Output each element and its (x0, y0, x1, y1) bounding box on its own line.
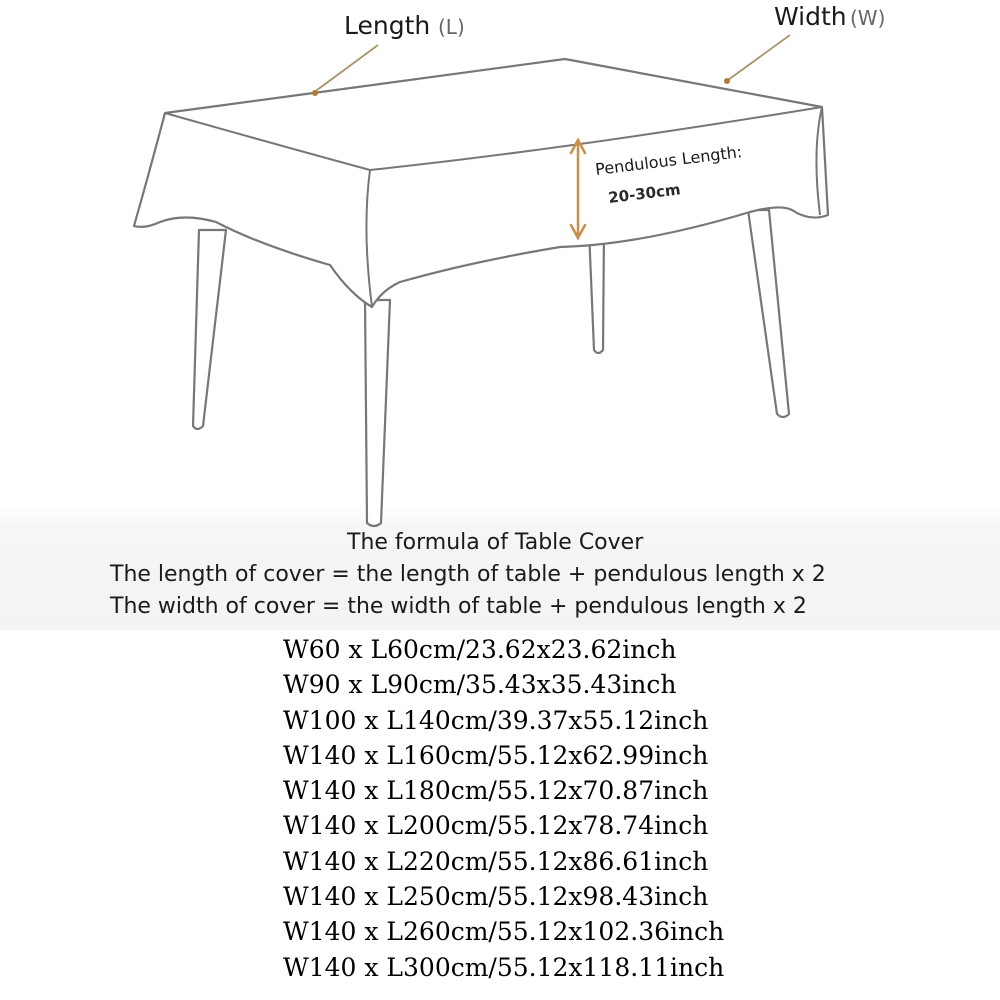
length-label: Length (344, 11, 431, 40)
table-cover-outline (134, 59, 828, 307)
size-item: W140 x L300cm/55.12x118.11inch (283, 952, 725, 982)
width-leader-dot (724, 78, 730, 84)
width-leader-line (728, 35, 790, 80)
size-item: W140 x L260cm/55.12x102.36inch (283, 917, 725, 947)
table-leg-back-left (193, 230, 226, 429)
size-item: W90 x L90cm/35.43x35.43inch (283, 670, 677, 700)
size-item: W140 x L200cm/55.12x78.74inch (283, 811, 709, 841)
size-item: W140 x L220cm/55.12x86.61inch (283, 846, 709, 876)
size-item: W140 x L180cm/55.12x70.87inch (283, 776, 709, 806)
size-list (283, 632, 724, 985)
size-item: W140 x L250cm/55.12x98.43inch (283, 882, 709, 912)
size-item: W60 x L60cm/23.62x23.62inch (283, 635, 677, 664)
formula-length-rule: The length of cover = the length of table + pendulous length x 2 (110, 562, 826, 587)
size-item: W140 x L160cm/55.12x62.99inch (283, 740, 709, 770)
width-abbr-label: (W) (850, 6, 886, 30)
pendulous-length-label: Pendulous Length: (594, 142, 744, 179)
table-leg-front-center (365, 300, 390, 526)
pendulous-length-value: 20-30cm (607, 180, 682, 207)
size-item: W100 x L140cm/39.37x55.12inch (283, 705, 709, 735)
length-abbr-label: (L) (438, 15, 465, 39)
length-leader-dot (312, 90, 318, 96)
table-leg-back-middle (589, 230, 604, 353)
width-label: Width (774, 2, 847, 31)
table-leg-front-right (748, 210, 789, 417)
formula-title: The formula of Table Cover (347, 530, 644, 555)
formula-width-rule: The width of cover = the width of table + pendulous length x 2 (110, 594, 807, 619)
